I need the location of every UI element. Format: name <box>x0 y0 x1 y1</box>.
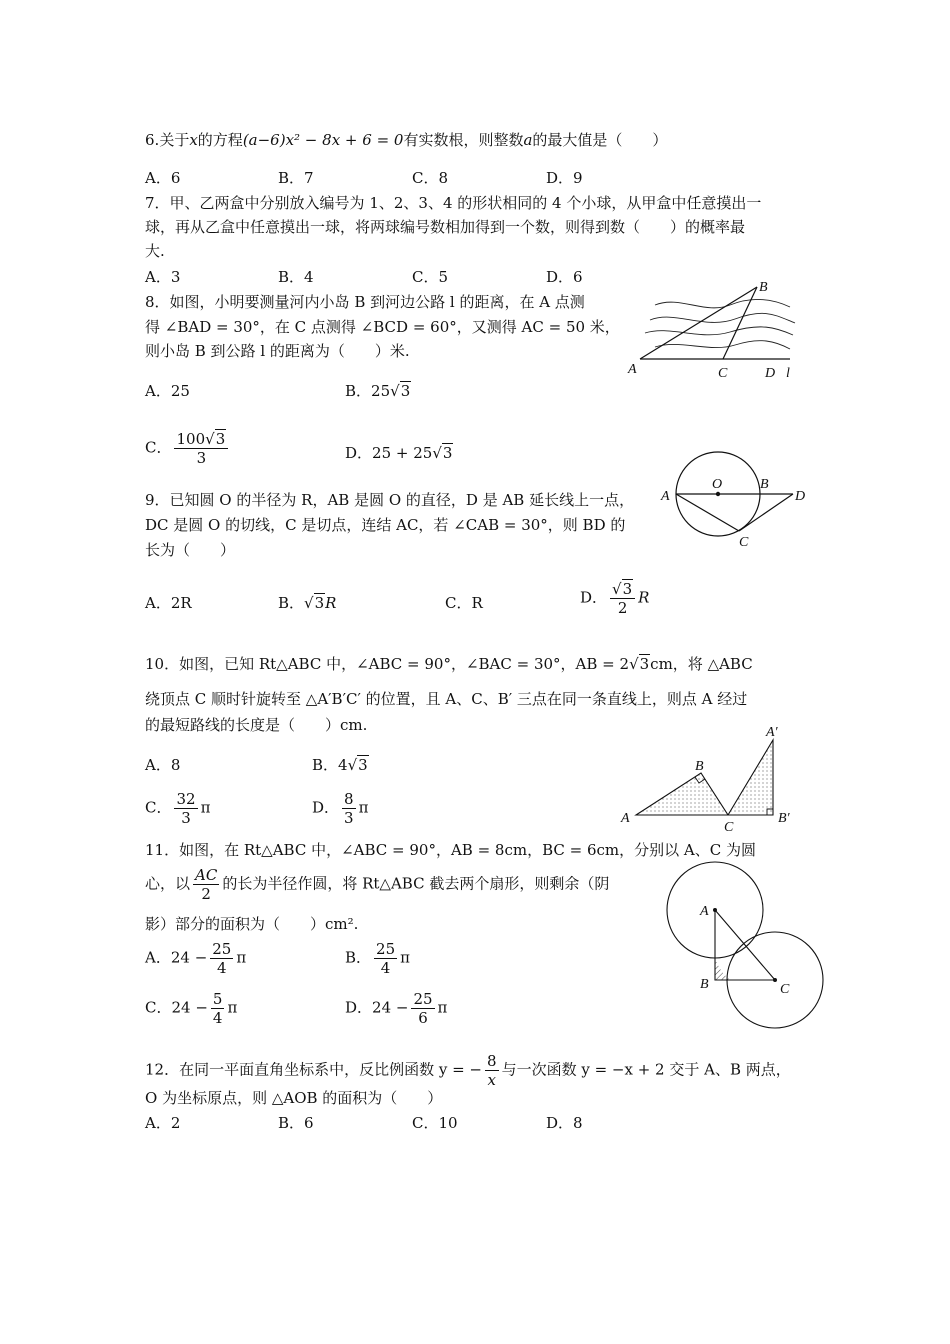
q6-number: 6. <box>145 131 160 149</box>
q6-stem: 6.关于x的方程(a−6)x² − 8x + 6 = 0有实数根，则整数a的最大值是（ ） <box>145 131 668 149</box>
fig-label-a: A <box>621 811 630 826</box>
q8-figure-river <box>625 275 800 385</box>
fraction: $\frac{AC}{2}$ <box>195 866 218 903</box>
q8-stem-line3: 则小岛 B 到公路 l 的距离为（ ）米. <box>145 342 410 360</box>
q9-stem-line3: 长为（ ） <box>145 541 236 559</box>
fig-label-d: D <box>795 489 806 504</box>
fraction: $\frac{√3}{2}$ <box>610 580 635 617</box>
fig-label-b: B <box>700 977 709 992</box>
q7-stem-line3: 大. <box>145 242 165 260</box>
river-wave <box>645 327 793 335</box>
q8-option-c: C． $\frac{100√3}{3}$ <box>145 430 231 467</box>
q9-option-c: C．R <box>445 594 483 612</box>
q7-option-a: A．3 <box>145 268 181 286</box>
fig-label-c: C <box>739 535 749 550</box>
tangent-dc <box>739 494 793 531</box>
fig-label-c: C <box>718 366 728 381</box>
center-point-o <box>716 492 720 496</box>
fig-label-c: C <box>780 982 790 997</box>
q12-stem-line2: O 为坐标原点，则 △AOB 的面积为（ ） <box>145 1089 443 1107</box>
q11-option-d: D．24 − $\frac{25}{6}$ π <box>345 990 448 1027</box>
q10-figure-rotation <box>618 722 808 837</box>
fig-label-d: D <box>765 366 776 381</box>
q11-option-b: B． $\frac{25}{4}$ π <box>345 940 410 977</box>
q8-option-b: B．25√3 <box>345 382 411 400</box>
q7-option-b: B．4 <box>278 268 314 286</box>
q11-figure-circles <box>660 860 835 1035</box>
q11-stem-line2: 心，以 $\frac{AC}{2}$ 的长为半径作圆，将 Rt△ABC 截去两个扇形，则剩余（阴 <box>145 866 610 903</box>
q8-option-d: D．25 + 25√3 <box>345 444 453 462</box>
q8-stem-line1: 8．如图，小明要测量河内小岛 B 到河边公路 l 的距离，在 A 点测 <box>145 293 585 311</box>
q7-option-d: D．6 <box>546 268 583 286</box>
q10-option-a: A．8 <box>145 756 181 774</box>
river-wave <box>650 313 795 323</box>
q8-option-a: A．25 <box>145 382 190 400</box>
q12-option-d: D．8 <box>546 1114 583 1132</box>
river-wave <box>655 341 790 349</box>
q6-option-b: B．7 <box>278 169 314 187</box>
fig-label-b: B <box>760 477 769 492</box>
center-point-c <box>773 978 777 982</box>
q8-stem-line2: 得 ∠BAD = 30°，在 C 点测得 ∠BCD = 60°，又测得 AC = 50 米， <box>145 318 620 336</box>
q11-option-a: A．24 − $\frac{25}{4}$ π <box>145 940 247 977</box>
fig-label-a: A <box>628 362 637 377</box>
q10-stem-line3: 的最短路线的长度是（ ）cm. <box>145 716 368 734</box>
q7-stem-line1: 7．甲、乙两盒中分别放入编号为 1、2、3、4 的形状相同的 4 个小球，从甲盒中任意摸出一 <box>145 194 762 212</box>
line-ac <box>676 494 739 531</box>
q9-figure-circle <box>655 450 815 550</box>
q11-stem-line1: 11．如图，在 Rt△ABC 中，∠ABC = 90°，AB = 8cm，BC = 6cm，分别以 A、C 为圆 <box>145 841 756 859</box>
triangle-abc <box>636 773 728 815</box>
fraction: $\frac{8}{3}$ <box>344 790 354 827</box>
fig-label-a: A <box>700 904 709 919</box>
q6-option-a: A．6 <box>145 169 181 187</box>
q10-stem-line1: 10．如图，已知 Rt△ABC 中，∠ABC = 90°，∠BAC = 30°，AB = 2√3cm，将 △ABC <box>145 655 753 673</box>
sqrt-symbol: √3 <box>390 382 411 400</box>
q7-option-c: C．5 <box>412 268 449 286</box>
fig-label-o: O <box>712 477 723 492</box>
river-wave <box>655 299 790 308</box>
q9-stem-line1: 9．已知圆 O 的半径为 R，AB 是圆 O 的直径，D 是 AB 延长线上一点， <box>145 491 635 509</box>
fraction: $\frac{32}{3}$ <box>176 790 196 827</box>
q10-option-c: C． $\frac{32}{3}$ π <box>145 790 211 827</box>
q12-stem-line1: 12．在同一平面直角坐标系中，反比例函数 y = − $\frac{8}{x}$ 与一次函数 y = −x + 2 交于 A、B 两点， <box>145 1052 791 1089</box>
q9-option-b: B．√3R <box>278 594 337 612</box>
fig-label-b-prime: B′ <box>778 811 790 826</box>
q9-option-d: D． $\frac{√3}{2}$ R <box>580 580 650 617</box>
fig-label-b: B <box>695 759 704 774</box>
fraction: $\frac{100√3}{3}$ <box>174 430 228 467</box>
q10-stem-line2: 绕顶点 C 顺时针旋转至 △A′B′C′ 的位置，且 A、C、B′ 三点在同一条直线上，则点 A 经过 <box>145 690 748 708</box>
q10-option-d: D． $\frac{8}{3}$ π <box>312 790 369 827</box>
q7-stem-line2: 球，再从乙盒中任意摸出一球，将两球编号数相加得到一个数，则得到数（ ）的概率最 <box>145 218 746 236</box>
q6-option-d: D．9 <box>546 169 583 187</box>
fig-label-a: A <box>661 489 670 504</box>
q12-option-a: A．2 <box>145 1114 181 1132</box>
q12-option-c: C．10 <box>412 1114 458 1132</box>
q6-option-c: C．8 <box>412 169 449 187</box>
fig-label-b: B <box>759 280 768 295</box>
q9-option-a: A．2R <box>145 594 192 612</box>
q6-equation: (a−6)x² − 8x + 6 = 0 <box>242 131 404 149</box>
triangle-abc <box>715 910 775 980</box>
fraction: $\frac{8}{x}$ <box>487 1052 497 1089</box>
q11-option-c: C．24 − $\frac{5}{4}$ π <box>145 990 238 1027</box>
triangle-a1b1c <box>728 740 773 815</box>
q12-option-b: B．6 <box>278 1114 314 1132</box>
q11-stem-line3: 影）部分的面积为（ ）cm². <box>145 915 359 933</box>
q9-stem-line2: DC 是圆 O 的切线，C 是切点，连结 AC，若 ∠CAB = 30°，则 BD 的 <box>145 516 626 534</box>
center-point-a <box>713 908 717 912</box>
fig-label-c: C <box>724 820 734 835</box>
fig-label-l: l <box>786 366 790 381</box>
q10-option-b: B．4√3 <box>312 756 368 774</box>
fig-label-a-prime: A′ <box>766 725 778 740</box>
